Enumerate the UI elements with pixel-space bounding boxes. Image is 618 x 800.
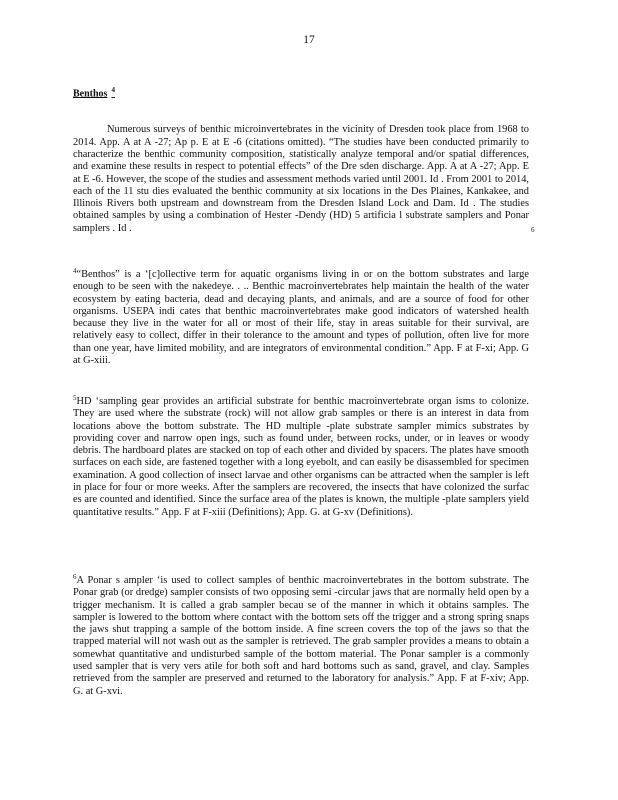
footnote-6-marker: 6	[73, 573, 77, 581]
footnote-5	[73, 392, 529, 519]
footnote-5-marker: 5	[73, 394, 77, 402]
section-heading-text: Benthos	[73, 88, 108, 100]
footnote-reference-6: 6	[531, 226, 535, 234]
page-number: 17	[303, 34, 315, 46]
footnote-5-text: HD ‘sampling gear provides an artificial substrate for benthic macroinvertebrate organ isms to colonize. They are used where the substrate (rock) will not allow grab samples or there is an interest in data from locations above the bottom substrate. The HD multiple -plate substrate sampler mimics substrates by providing cover and narrow open ings, such as found under, between rocks, under, or in leaves or woody debris. The hardboard plates are stacked on top of each other and divided by spacers. The plates have smooth surfaces on each side, are fastened together with a long eyebolt, and can easily be disassembled for specimen examination. A good collection of insect larvae and other organisms can be attracted when the sampler is left in place for four or more weeks. After the samplers are recovered, the insects that have colonized the surfac es are counted and identified. Since the surface area of the plates is known, the multiple -plate samplers yield quantitative results.” App. F at F-xiii (Definitions); App. G. at G-xv (Definitions).	[73, 396, 529, 518]
footnote-reference-4: 4	[111, 86, 115, 94]
section-heading	[73, 86, 115, 99]
footnote-6-text: A Ponar s ampler ‘is used to collect samples of benthic macroinvertebrates in the bottom substrate. The Ponar grab (or dredge) sampler consists of two opposing semi -circular jaws that are normally held open by a trigger mechanism. It is called a grab sampler becau se of the manner in which it obtains samples. The sampler is lowered to the bottom where contact with the bottom sets off the trigger and a strong spring snaps the jaws shut trapping a sample of the bottom inside. A fine screen covers the top of the jaws so that the trapped material will not wash out as the sampler is retrieved. The grab sampler provides a means to obtain a somewhat quantitative and undisturbed sample of the bottom material. The Ponar sampler is a commonly used sampler that is very vers atile for both soft and hard bottoms such as sand, gravel, and clay. Samples retrieved from the sampler are preserved and returned to the laboratory for analysis.” App. F at F-xiv; App. G. at G-xvi.	[73, 575, 529, 697]
footnote-4-text: “Benthos” is a ‘[c]ollective term for aquatic organisms living in or on the bottom substrates and large enough to be seen with the nakedeye. . .. Benthic macroinvertebrates help maintain the health of the water ecosystem by eating bacteria, dead and decaying plants, and animals, and are a source of food for other organisms. USEPA indi cates that benthic macroinvertebrates make good indicators of watershed health because they live in the water for all or most of their life, stay in areas suitable for their survival, are relatively easy to collect, differ in their tolerance to the amount and types of pollution, often live for more than one year, have limited mobility, and are integrators of environmental condition.” App. F at F-xi; App. G at G-xiii.	[73, 269, 529, 367]
footnote-4-marker: 4	[73, 267, 77, 275]
body-paragraph: Numerous surveys of benthic microinvertebrates in the vicinity of Dresden took place from 1968 to 2014. App. A at A -27; Ap p. E at E -6 (citations omitted). “The studies have been conducted primarily to characterize the benthic community composition, statistically analyze temporal and/or spatial differences, and examine these results in respect to potential effects” of the Dre sden discharge. App. A at A -27; App. E at E -6. However, the scope of the studies and assessment methods varied until 2001. Id . From 2001 to 2014, each of the 11 stu dies evaluated the benthic community at six locations in the Des Plaines, Kankakee, and Illinois Rivers both upstream and downstream from the Dresden Island Lock and Dam. Id . The studies obtained samples by using a combination of Hester -Dendy (HD) 5 artificia l substrate samplers and Ponar samplers . Id .	[73, 124, 529, 234]
footnote-4	[73, 265, 529, 367]
footnote-6	[73, 571, 529, 698]
